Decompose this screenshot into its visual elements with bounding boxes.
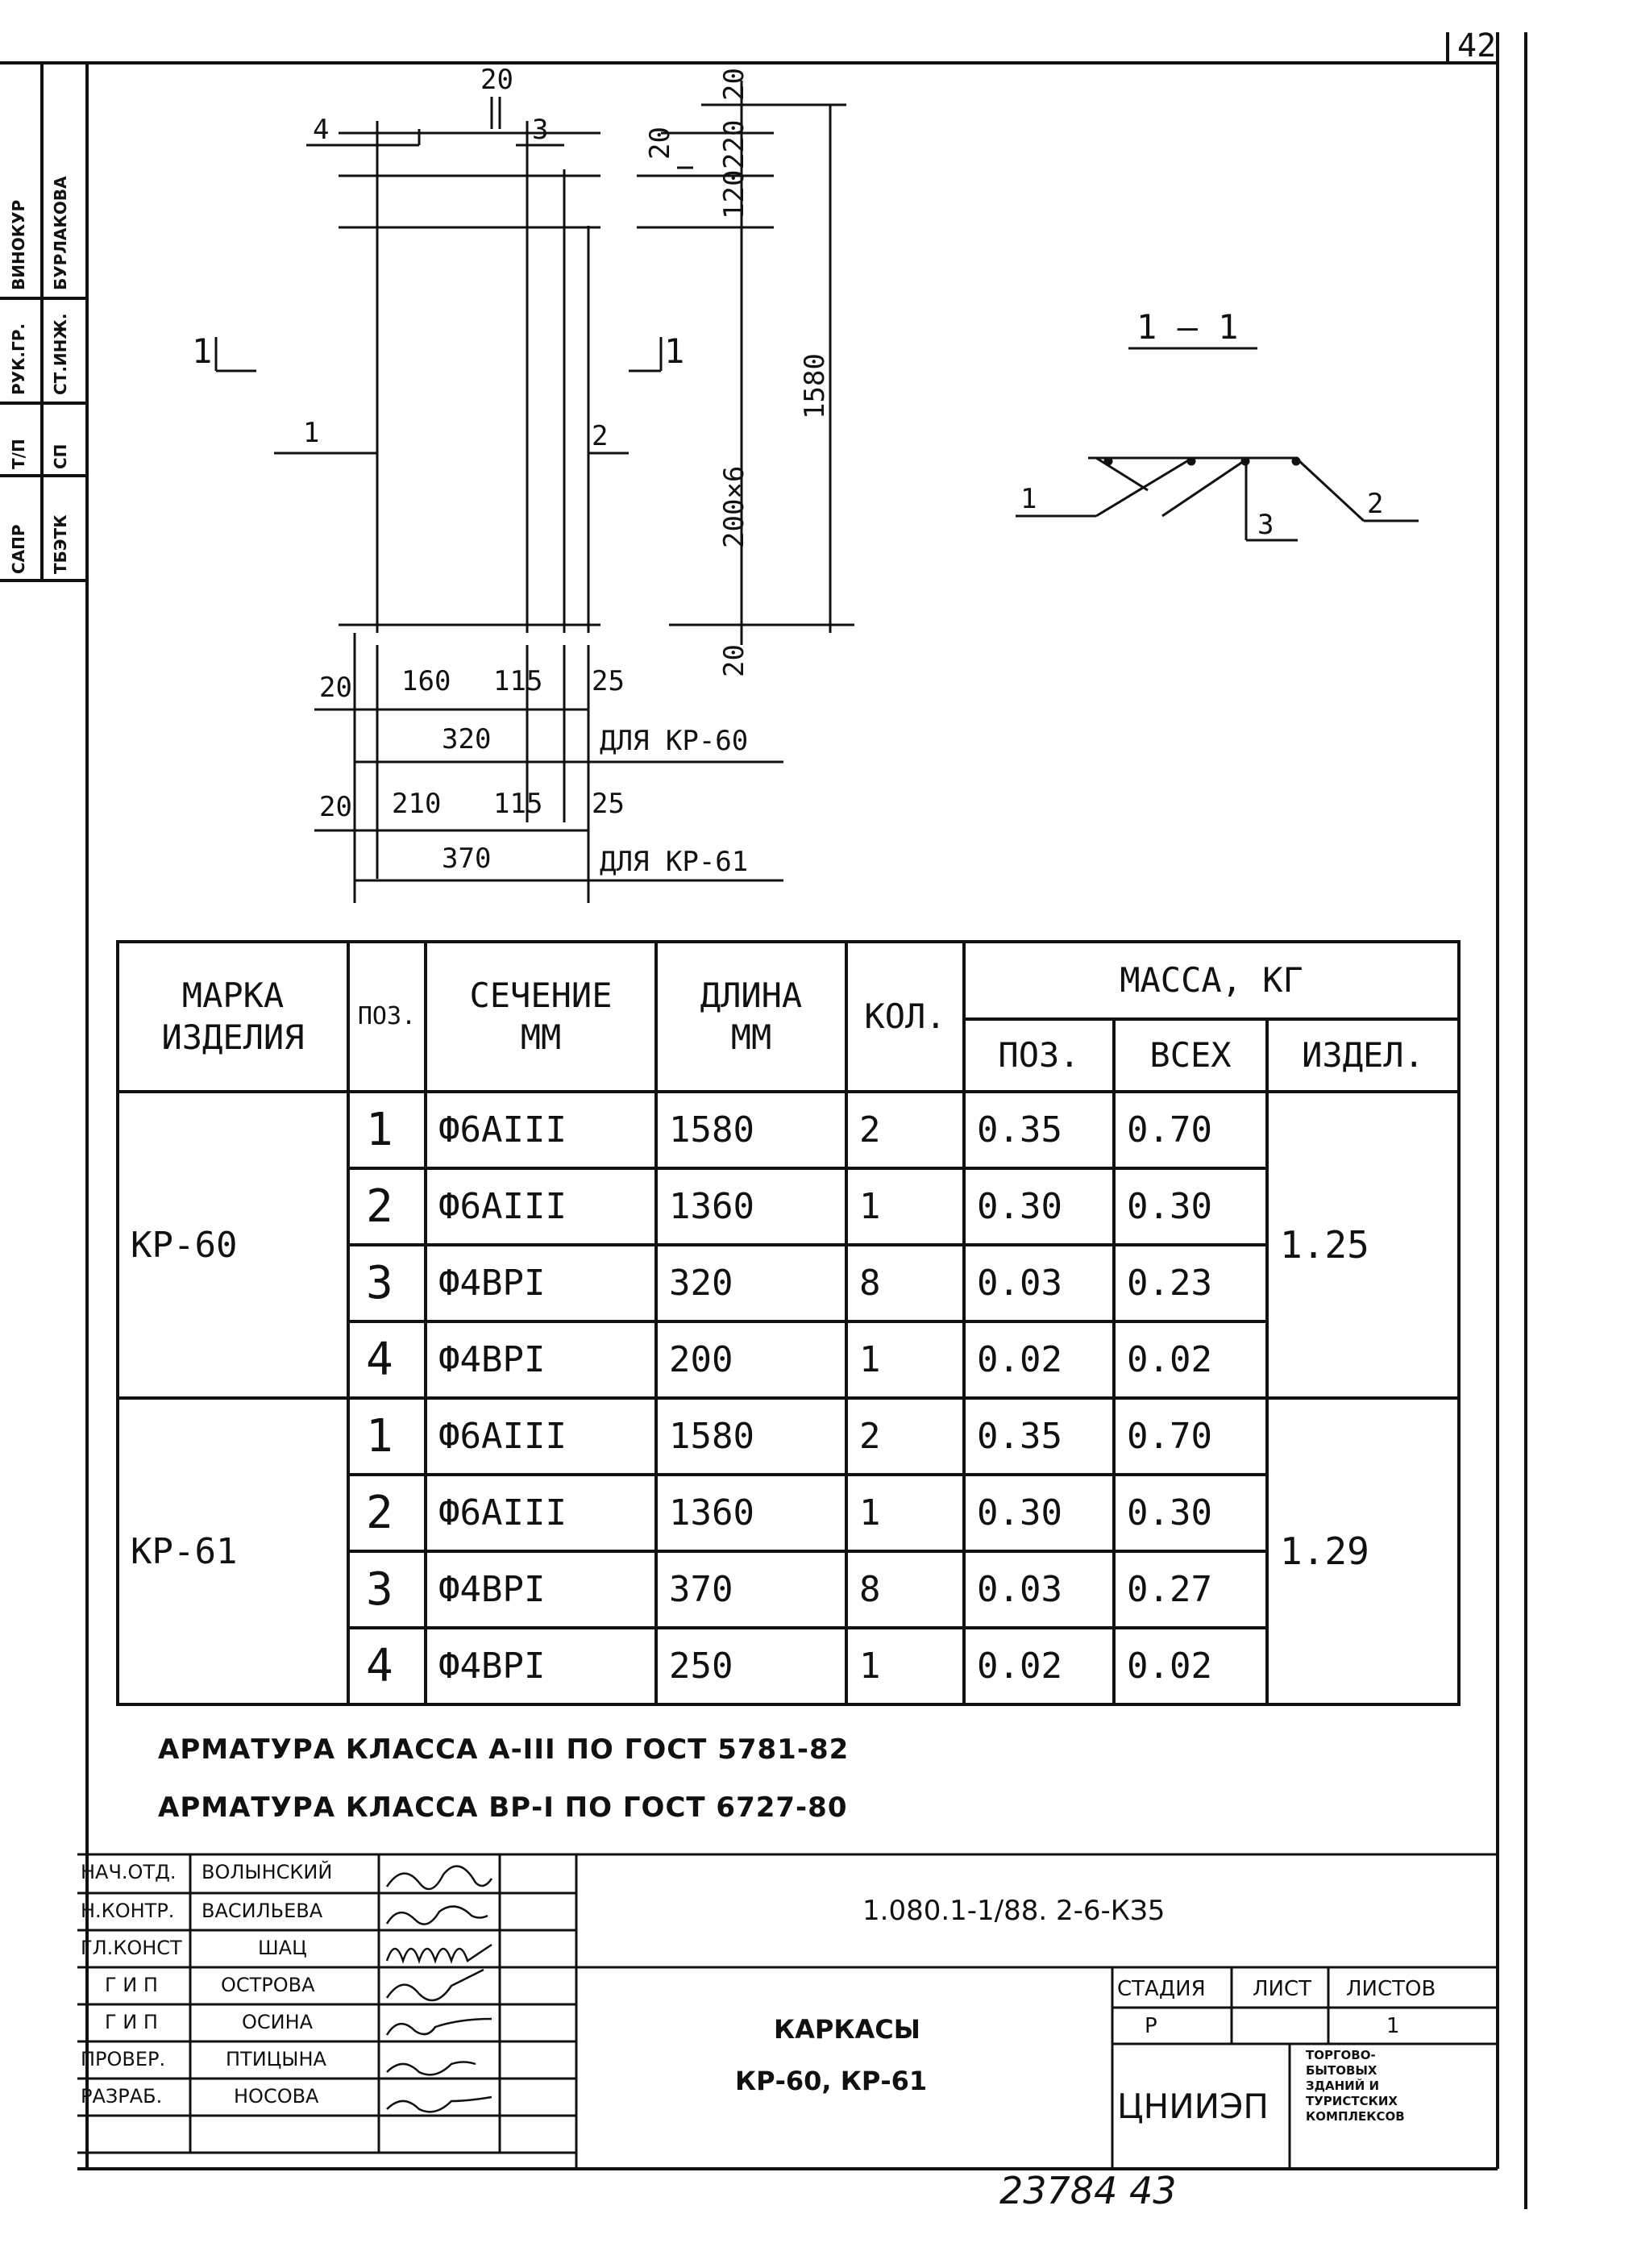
pos-cell: 4: [348, 1628, 426, 1704]
stamp-text: РУК.ГР.: [9, 323, 28, 395]
stamp-text: Т/П: [9, 439, 28, 469]
length-cell: 1580: [656, 1092, 846, 1168]
section-1-1-view: [1016, 348, 1419, 540]
stamp-text: ВИНОКУР: [9, 199, 28, 290]
mass-all-cell: 0.02: [1114, 1628, 1267, 1704]
staff-name: ВАСИЛЬЕВА: [202, 1900, 323, 1922]
sheet-label: ЛИСТ: [1253, 1977, 1312, 2001]
org-sub-line: ЗДАНИЙ И: [1306, 2079, 1380, 2093]
staff-role: Г И П: [105, 2011, 158, 2033]
dim-label: ДЛЯ КР-60: [600, 725, 749, 757]
stamp-text: ТБЭТК: [51, 514, 70, 574]
pos-cell: 3: [348, 1551, 426, 1628]
callout-label: 1: [1020, 483, 1037, 515]
dim-label: 20: [644, 127, 676, 160]
mark-cell: КР-61: [118, 1398, 348, 1704]
section-cell: Ф4ВРI: [426, 1551, 656, 1628]
section-cell: Ф6АIII: [426, 1168, 656, 1245]
length-cell: 320: [656, 1245, 846, 1321]
header-mass: МАССА, КГ: [964, 942, 1459, 1019]
qty-cell: 8: [846, 1245, 964, 1321]
qty-cell: 2: [846, 1092, 964, 1168]
staff-role: ПРОВЕР.: [81, 2048, 166, 2070]
header-mark: МАРКА ИЗДЕЛИЯ: [118, 942, 348, 1092]
archive-number: 23784 43: [999, 2169, 1177, 2212]
org-sub-line: БЫТОВЫХ: [1306, 2063, 1377, 2078]
pos-cell: 1: [348, 1398, 426, 1475]
qty-cell: 1: [846, 1628, 964, 1704]
sheets-value: 1: [1386, 2014, 1400, 2038]
header-section: СЕЧЕНИЕ ММ: [426, 942, 656, 1092]
mass-all-cell: 0.30: [1114, 1475, 1267, 1551]
staff-role: ГЛ.КОНСТ: [81, 1937, 182, 1959]
mass-all-cell: 0.70: [1114, 1092, 1267, 1168]
dim-label: 25: [592, 788, 625, 820]
mass-pos-cell: 0.02: [964, 1628, 1114, 1704]
header-qty: КОЛ.: [846, 942, 964, 1092]
staff-name: ВОЛЫНСКИЙ: [202, 1861, 333, 1883]
drawing-subtitle: КР-60, КР-61: [735, 2066, 928, 2096]
section-title: 1 — 1: [1136, 307, 1239, 347]
item-mass-cell: 1.25: [1267, 1092, 1459, 1398]
dim-label: 20: [319, 672, 352, 704]
stamp-text: СТ.ИНЖ.: [51, 313, 70, 395]
dim-label: 220: [718, 119, 750, 169]
table-row: [118, 1092, 1459, 1168]
section-cell: Ф4ВРI: [426, 1245, 656, 1321]
dim-label: 25: [592, 665, 625, 697]
dim-label: 370: [442, 843, 492, 875]
length-cell: 370: [656, 1551, 846, 1628]
mass-pos-cell: 0.30: [964, 1168, 1114, 1245]
header-pos: ПОЗ.: [348, 942, 426, 1092]
section-cell: Ф6АIII: [426, 1398, 656, 1475]
mass-pos-cell: 0.30: [964, 1475, 1114, 1551]
mass-pos-cell: 0.02: [964, 1321, 1114, 1398]
mass-all-cell: 0.23: [1114, 1245, 1267, 1321]
dim-label: 115: [493, 665, 543, 697]
drawing-title: КАРКАСЫ: [774, 2014, 920, 2045]
staff-name: ПТИЦЫНА: [226, 2048, 326, 2070]
org-sub-line: КОМПЛЕКСОВ: [1306, 2109, 1405, 2124]
dim-label: 20: [319, 791, 352, 823]
org-sub-line: ТУРИСТСКИХ: [1306, 2094, 1398, 2108]
section-cell: Ф6АIII: [426, 1092, 656, 1168]
callout-label: 2: [1367, 488, 1384, 520]
mass-pos-cell: 0.35: [964, 1092, 1114, 1168]
section-cell: Ф4ВРI: [426, 1628, 656, 1704]
qty-cell: 1: [846, 1321, 964, 1398]
stamp-text: СП: [51, 443, 70, 469]
qty-cell: 8: [846, 1551, 964, 1628]
mass-all-cell: 0.30: [1114, 1168, 1267, 1245]
mass-all-cell: 0.70: [1114, 1398, 1267, 1475]
callout-label: 1: [303, 417, 320, 449]
dim-label: ДЛЯ КР-61: [600, 846, 749, 878]
staff-name: ОСТРОВА: [221, 1974, 315, 1996]
organization-subtitle: [1306, 2048, 1405, 2124]
section-cell: Ф6АIII: [426, 1475, 656, 1551]
dim-label: 20: [718, 68, 750, 101]
pos-cell: 1: [348, 1092, 426, 1168]
qty-cell: 1: [846, 1475, 964, 1551]
pos-cell: 2: [348, 1168, 426, 1245]
length-cell: 200: [656, 1321, 846, 1398]
org-sub-line: ТОРГОВО-: [1306, 2048, 1376, 2062]
mass-all-cell: 0.27: [1114, 1551, 1267, 1628]
staff-role: РАЗРАБ.: [81, 2085, 163, 2108]
length-cell: 1360: [656, 1475, 846, 1551]
length-cell: 1580: [656, 1398, 846, 1475]
staff-name: ШАЦ: [258, 1937, 307, 1959]
dim-label: 120: [718, 169, 750, 219]
mass-pos-cell: 0.03: [964, 1551, 1114, 1628]
header-mass-all: ВСЕХ: [1114, 1019, 1267, 1092]
section-mark-label: 1: [192, 331, 213, 371]
mark-cell: КР-60: [118, 1092, 348, 1398]
sheet-corner-number: 42: [1457, 27, 1497, 65]
cage-plan-view: [216, 97, 783, 903]
header-mass-pos: ПОЗ.: [964, 1019, 1114, 1092]
dim-label: 20: [718, 644, 750, 677]
signatures: [387, 1866, 492, 2112]
document-code: 1.080.1-1/88. 2-6-КЗ5: [862, 1895, 1166, 1927]
qty-cell: 2: [846, 1398, 964, 1475]
length-cell: 250: [656, 1628, 846, 1704]
dim-label: 200×6: [718, 465, 750, 548]
section-cell: Ф4ВРI: [426, 1321, 656, 1398]
staff-role: Н.КОНТР.: [81, 1900, 175, 1922]
note-rebar-a3: АРМАТУРА КЛАССА А-III ПО ГОСТ 5781-82: [158, 1733, 850, 1766]
dim-label: 320: [442, 723, 492, 755]
mass-pos-cell: 0.35: [964, 1398, 1114, 1475]
header-length: ДЛИНА ММ: [656, 942, 846, 1092]
dim-label: 160: [401, 665, 451, 697]
stamp-text: САПР: [9, 524, 28, 574]
section-mark-label: 1: [664, 331, 685, 371]
staff-name: ОСИНА: [242, 2011, 314, 2033]
pos-cell: 3: [348, 1245, 426, 1321]
staff-role: Г И П: [105, 1974, 158, 1996]
staff-name: НОСОВА: [234, 2085, 319, 2108]
length-cell: 1360: [656, 1168, 846, 1245]
item-mass-cell: 1.29: [1267, 1398, 1459, 1704]
qty-cell: 1: [846, 1168, 964, 1245]
stage-label: СТАДИЯ: [1117, 1977, 1206, 2001]
pos-cell: 2: [348, 1475, 426, 1551]
sheets-label: ЛИСТОВ: [1346, 1977, 1436, 2001]
stamp-text: БУРЛАКОВА: [51, 176, 70, 290]
dim-label: 115: [493, 788, 543, 820]
organization-name: ЦНИИЭП: [1117, 2087, 1269, 2126]
callout-label: 4: [313, 114, 330, 146]
header-mass-item: ИЗДЕЛ.: [1267, 1019, 1459, 1092]
dim-label: 210: [392, 788, 442, 820]
stage-value: Р: [1145, 2014, 1157, 2038]
specification-table: [116, 940, 1461, 1706]
pos-cell: 4: [348, 1321, 426, 1398]
callout-label: 2: [592, 420, 609, 452]
dim-label: 1580: [799, 353, 831, 419]
table-row: [118, 1398, 1459, 1475]
callout-label: 3: [532, 114, 549, 146]
note-rebar-vr1: АРМАТУРА КЛАССА ВР-I ПО ГОСТ 6727-80: [158, 1792, 848, 1824]
staff-role: НАЧ.ОТД.: [81, 1861, 177, 1883]
mass-pos-cell: 0.03: [964, 1245, 1114, 1321]
callout-label: 3: [1257, 509, 1274, 541]
dim-label: 20: [480, 64, 513, 96]
mass-all-cell: 0.02: [1114, 1321, 1267, 1398]
